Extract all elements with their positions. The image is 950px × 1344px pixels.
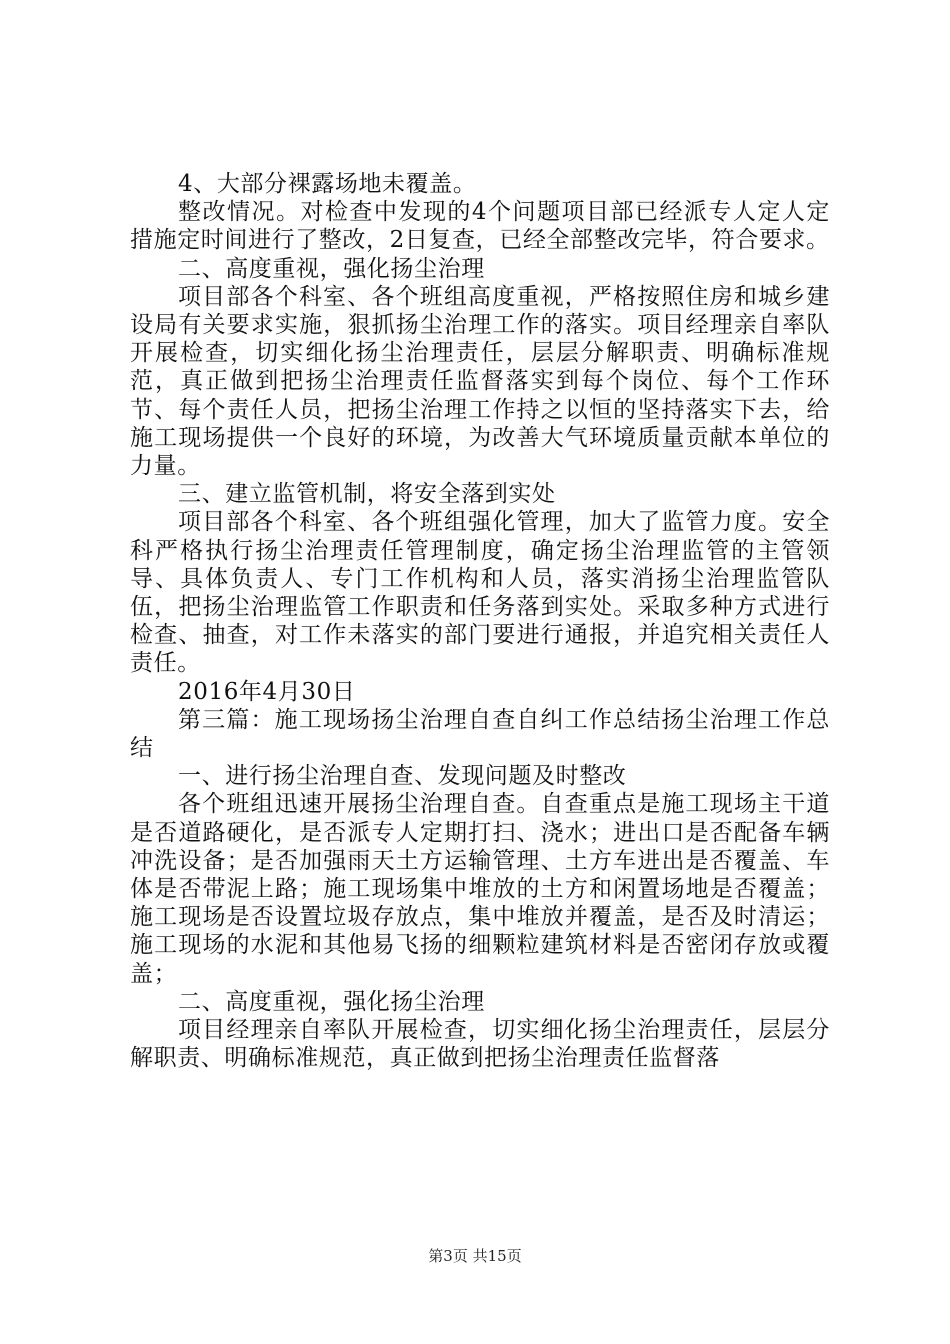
paragraph-item-4: 4、大部分裸露场地未覆盖。 [178,171,477,197]
paragraph-manager-inspection: 项目经理亲自率队开展检查，切实细化扬尘治理责任，层层分解职责、明确标准规范，真正做到把扬尘治理责任监督落 [130,1017,830,1072]
document-body [130,170,830,1073]
paragraph-self-inspection: 各个班组迅速开展扬尘治理自查。自查重点是施工现场主干道是否道路硬化，是否派专人定期打扫、浇水；进出口是否配备车辆冲洗设备；是否加强雨天土方运输管理、土方车进出是否覆盖、车体是否带泥上路；施工现场集中堆放的土方和闲置场地是否覆盖；施工现场是否设置垃圾存放点，集中堆放并覆盖，是否及时清运；施工现场的水泥和其他易飞扬的细颗粒建筑材料是否密闭存放或覆盖； [130,791,830,987]
section-heading-2b: 二、高度重视，强化扬尘治理 [178,988,485,1015]
section-heading-1: 一、进行扬尘治理自查、发现问题及时整改 [178,763,627,790]
paragraph-rectification: 整改情况。对检查中发现的4个问题项目部已经派专人定人定措施定时间进行了整改，2日复查，已经全部整改完毕，符合要求。 [130,199,830,254]
part-three-title: 第三篇：施工现场扬尘治理自查自纠工作总结扬尘治理工作总结 [130,706,830,762]
section-heading-3: 三、建立监管机制，将安全落到实处 [178,481,556,508]
paragraph-supervision: 项目部各个科室、各个班组强化管理，加大了监管力度。安全科严格执行扬尘治理责任管理制度，确定扬尘治理监管的主管领导、具体负责人、专门工作机构和人员，落实消扬尘治理监管队伍，把扬尘治理监管工作职责和任务落到实处。采取多种方式进行检查、抽查，对工作未落实的部门要进行通报，并追究相关责任人责任。 [130,509,830,677]
document-date: 2016年4月30日 [178,678,356,705]
section-heading-2: 二、高度重视，强化扬尘治理 [178,255,485,282]
paragraph-attention: 项目部各个科室、各个班组高度重视，严格按照住房和城乡建设局有关要求实施，狠抓扬尘治理工作的落实。项目经理亲自率队开展检查，切实细化扬尘治理责任，层层分解职责、明确标准规范，真正做到把扬尘治理责任监督落实到每个岗位、每个工作环节、每个责任人员，把扬尘治理工作持之以恒的坚持落实下去，给施工现场提供一个良好的环境，为改善大气环境质量贡献本单位的力量。 [130,283,830,480]
page-footer: 第3页 共15页 [428,1247,522,1265]
